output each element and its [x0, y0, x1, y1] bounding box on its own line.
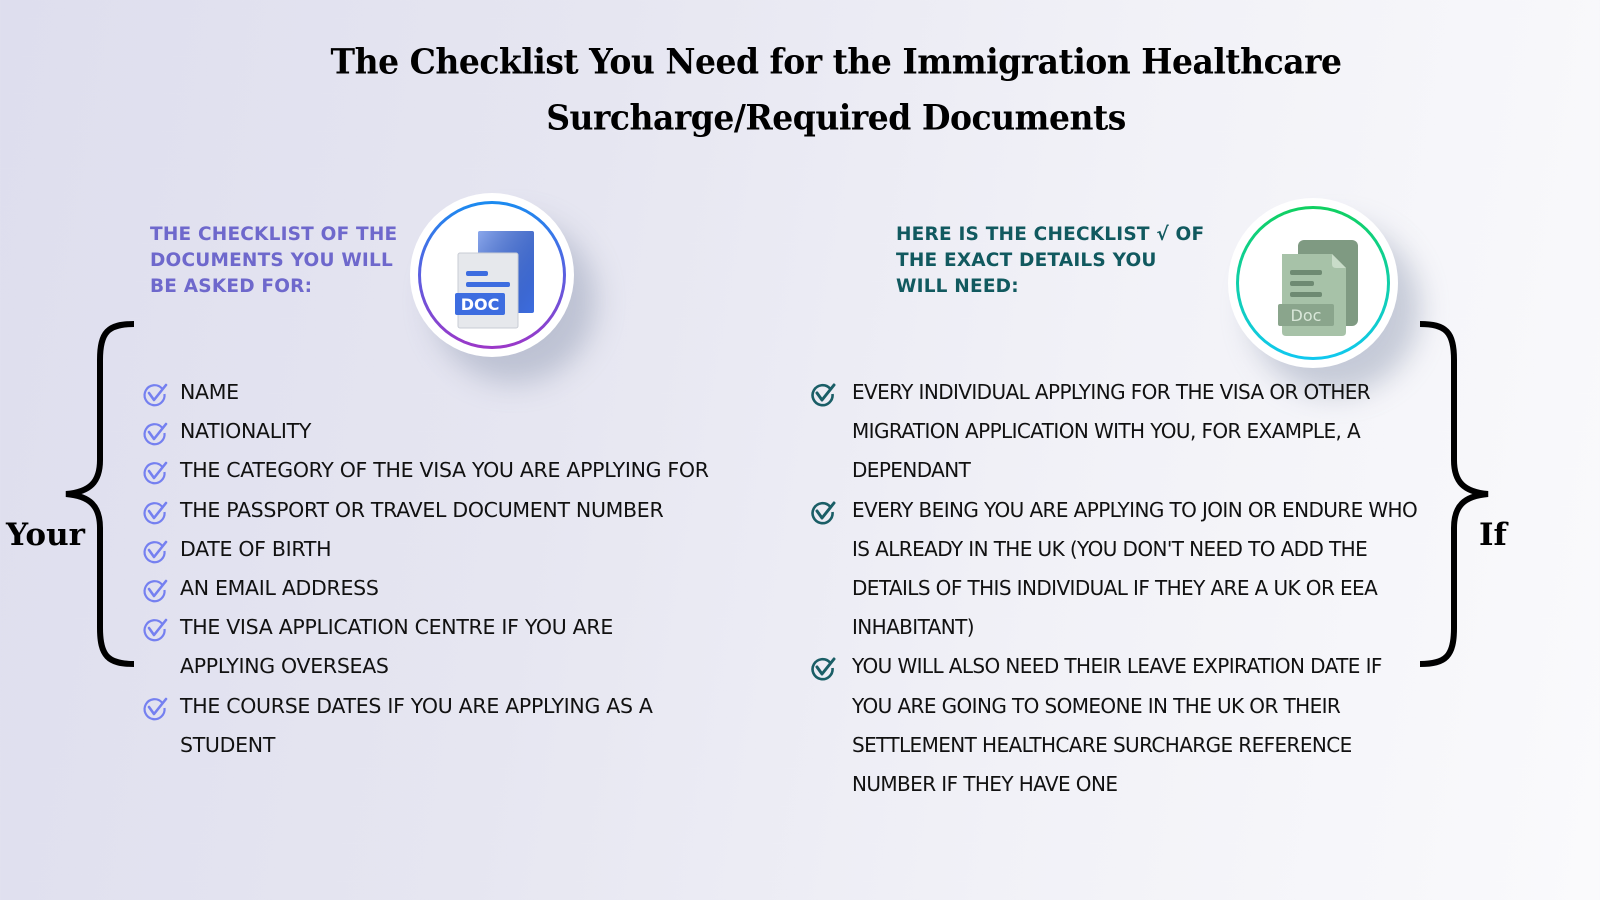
list-item: EVERY INDIVIDUAL APPLYING FOR THE VISA OR OTHER MIGRATION APPLICATION WITH YOU, FOR EXAMPLE, A DEPENDANT	[810, 373, 1390, 491]
list-item: THE COURSE DATES IF YOU ARE APPLYING AS A STUDENT	[142, 687, 742, 765]
page-title-line-1: The Checklist You Need for the Immigration Healthcare	[330, 41, 1342, 82]
brace-label-your: Your	[6, 517, 85, 553]
brace-label-if: If	[1479, 517, 1507, 553]
list-item: THE VISA APPLICATION CENTRE IF YOU ARE APPLYING OVERSEAS	[142, 608, 702, 686]
details-checklist	[810, 373, 1450, 804]
check-circle-icon	[142, 500, 168, 526]
list-item: NAME	[142, 373, 782, 412]
check-circle-icon	[810, 656, 836, 682]
documents-checklist	[142, 373, 782, 765]
left-section-heading: THE CHECKLIST OF THE DOCUMENTS YOU WILL BE ASKED FOR:	[150, 224, 398, 297]
list-item: AN EMAIL ADDRESS	[142, 569, 782, 608]
list-item: NATIONALITY	[142, 412, 782, 451]
check-circle-icon	[810, 382, 836, 408]
doc-file-icon	[418, 201, 566, 349]
list-item: EVERY BEING YOU ARE APPLYING TO JOIN OR ENDURE WHO IS ALREADY IN THE UK (YOU DON'T NEED TO ADD THE DETAILS OF THIS INDIVIDUAL IF THEY ARE A UK OR EEA INHABITANT)	[810, 491, 1435, 648]
right-section-heading: HERE IS THE CHECKLIST √ OF THE EXACT DETAILS YOU WILL NEED:	[896, 224, 1205, 297]
check-circle-icon	[142, 578, 168, 604]
doc-label: Doc	[1290, 306, 1322, 325]
check-circle-icon	[142, 696, 168, 722]
list-item: THE CATEGORY OF THE VISA YOU ARE APPLYING FOR	[142, 451, 782, 490]
check-circle-icon	[142, 421, 168, 447]
doc-file-icon	[1236, 206, 1390, 360]
page-title-line-2: Surcharge/Required Documents	[546, 97, 1126, 138]
left-curly-brace	[60, 320, 140, 668]
left-doc-badge	[410, 193, 574, 357]
doc-label: DOC	[460, 295, 500, 314]
gradient-ring	[1236, 206, 1390, 360]
check-circle-icon	[142, 617, 168, 643]
check-circle-icon	[142, 539, 168, 565]
check-circle-icon	[142, 460, 168, 486]
gradient-ring	[418, 201, 566, 349]
right-doc-badge	[1228, 198, 1398, 368]
list-item: DATE OF BIRTH	[142, 530, 782, 569]
check-circle-icon	[142, 382, 168, 408]
list-item: THE PASSPORT OR TRAVEL DOCUMENT NUMBER	[142, 491, 782, 530]
list-item: YOU WILL ALSO NEED THEIR LEAVE EXPIRATION DATE IF YOU ARE GOING TO SOMEONE IN THE UK OR THEIR SETTLEMENT HEALTHCARE SURCHARGE REFERENCE NUMBER IF THEY HAVE ONE	[810, 647, 1410, 804]
check-circle-icon	[810, 500, 836, 526]
